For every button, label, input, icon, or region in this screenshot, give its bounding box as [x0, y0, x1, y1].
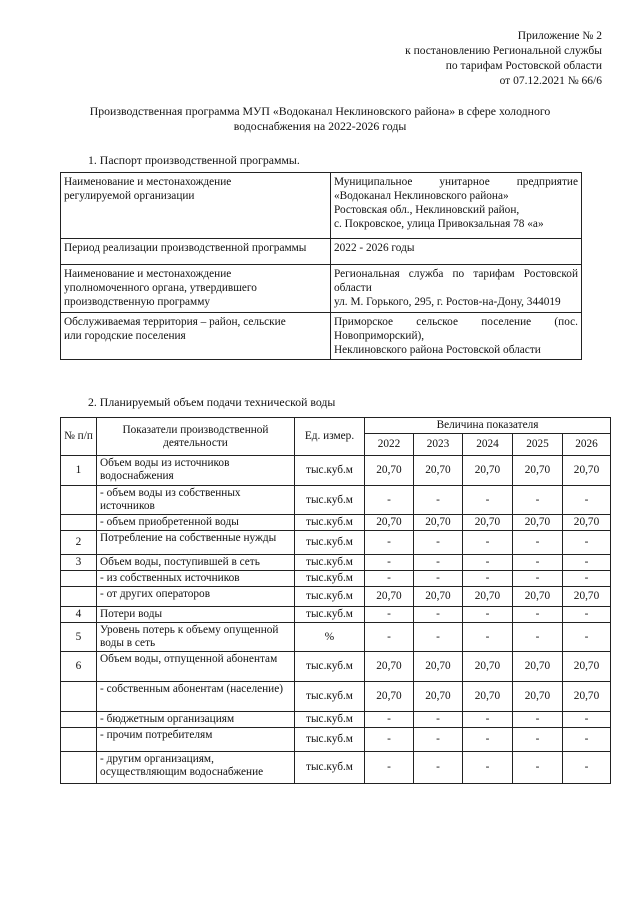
row-value: 20,70 [463, 515, 513, 531]
row-value: - [365, 486, 414, 515]
table-row [61, 712, 611, 728]
row-num [61, 515, 97, 531]
row-indicator: Потребление на собственные нужды [97, 531, 295, 555]
row-value: - [513, 555, 563, 571]
table-row [61, 555, 611, 571]
passport-row [61, 239, 582, 265]
row-value: - [513, 728, 563, 752]
row-unit: тыс.куб.м [295, 728, 365, 752]
row-num: 2 [61, 531, 97, 555]
row-value: 20,70 [563, 456, 611, 486]
row-value: - [463, 531, 513, 555]
row-unit: тыс.куб.м [295, 555, 365, 571]
row-indicator: Объем воды, отпущенной абонентам [97, 652, 295, 682]
passport-label-line: Наименование и местонахождение [64, 176, 232, 188]
passport-table [60, 172, 582, 360]
row-value: 20,70 [563, 515, 611, 531]
row-num: 1 [61, 456, 97, 486]
row-value: - [563, 728, 611, 752]
row-indicator: Уровень потерь к объему опущенной воды в сеть [97, 623, 295, 652]
row-value: - [365, 531, 414, 555]
row-value: 20,70 [414, 652, 463, 682]
row-value: - [513, 531, 563, 555]
title-line: Производственная программа МУП «Водоканал Неклиновского района» в сфере холодного [89, 104, 551, 118]
row-unit: тыс.куб.м [295, 752, 365, 784]
row-value: 20,70 [513, 515, 563, 531]
passport-value-line: 2022 - 2026 годы [334, 242, 415, 254]
row-indicator: - собственным абонентам (население) [97, 682, 295, 712]
table-row [61, 486, 611, 515]
passport-value-cell [331, 313, 582, 360]
row-value: - [463, 571, 513, 587]
volume-table-body [61, 456, 611, 784]
row-value: - [414, 623, 463, 652]
row-value: 20,70 [513, 587, 563, 607]
table-row [61, 456, 611, 486]
appendix-line: Приложение № 2 [517, 30, 602, 42]
header-year: 2025 [513, 434, 563, 456]
passport-label-line: производственную программу [64, 296, 210, 308]
row-num [61, 752, 97, 784]
passport-value-line: Ростовская обл., Неклиновский район, [334, 204, 520, 216]
row-value: - [365, 623, 414, 652]
table-row [61, 682, 611, 712]
passport-value-line: Муниципальное унитарное предприятие [334, 176, 578, 188]
row-value: 20,70 [463, 456, 513, 486]
row-value: 20,70 [365, 587, 414, 607]
row-value: 20,70 [365, 682, 414, 712]
row-value: 20,70 [365, 515, 414, 531]
row-value: - [463, 623, 513, 652]
passport-value-line: ул. М. Горького, 295, г. Ростов-на-Дону, 344019 [334, 296, 561, 308]
passport-label-line: уполномоченного органа, утвердившего [64, 282, 257, 294]
section-heading-volume: 2. Планируемый объем подачи технической воды [88, 395, 336, 409]
row-num [61, 571, 97, 587]
row-value: - [513, 752, 563, 784]
row-value: - [414, 728, 463, 752]
table-row [61, 752, 611, 784]
row-indicator: Объем воды, поступившей в сеть [97, 555, 295, 571]
passport-value-cell [331, 239, 582, 265]
row-value: 20,70 [513, 652, 563, 682]
row-num [61, 486, 97, 515]
header-unit: Ед. измер. [295, 418, 365, 456]
row-value: 20,70 [365, 456, 414, 486]
row-value: - [463, 752, 513, 784]
row-indicator: - бюджетным организациям [97, 712, 295, 728]
passport-table-body [61, 173, 582, 360]
passport-value-cell [331, 173, 582, 239]
passport-label-cell [61, 239, 331, 265]
row-value: - [563, 752, 611, 784]
header-year: 2023 [414, 434, 463, 456]
row-value: - [513, 571, 563, 587]
row-value: 20,70 [414, 456, 463, 486]
row-unit: тыс.куб.м [295, 712, 365, 728]
row-indicator: - другим организациям, осуществляющим водоснабжение [97, 752, 295, 784]
passport-value-line: Новоприморский), [334, 330, 425, 342]
row-unit: тыс.куб.м [295, 486, 365, 515]
row-unit: тыс.куб.м [295, 515, 365, 531]
table-row [61, 623, 611, 652]
passport-value-line: Региональная служба по тарифам Ростовской [334, 268, 578, 280]
passport-value-line: Приморское сельское поселение (пос. [334, 316, 578, 328]
header-indicator: Показатели производственной деятельности [97, 418, 295, 456]
row-unit: тыс.куб.м [295, 682, 365, 712]
passport-label-line: регулируемой организации [64, 190, 195, 202]
row-value: - [414, 555, 463, 571]
appendix-header [405, 29, 602, 89]
row-value: - [463, 555, 513, 571]
row-value: - [365, 728, 414, 752]
appendix-line: к постановлению Региональной службы [405, 45, 602, 57]
row-indicator: - объем воды из собственных источников [97, 486, 295, 515]
row-unit: тыс.куб.м [295, 607, 365, 623]
row-value: 20,70 [414, 515, 463, 531]
passport-row [61, 265, 582, 313]
passport-value-line: с. Покровское, улица Привокзальная 78 «а» [334, 218, 544, 230]
passport-value-line: «Водоканал Неклиновского района» [334, 190, 509, 202]
row-unit: тыс.куб.м [295, 531, 365, 555]
passport-row [61, 173, 582, 239]
row-indicator: - прочим потребителям [97, 728, 295, 752]
passport-label-line: или городские поселения [64, 330, 186, 342]
passport-label-line: Период реализации производственной программы [64, 242, 307, 254]
row-indicator: Потери воды [97, 607, 295, 623]
row-value: 20,70 [563, 652, 611, 682]
table-row [61, 728, 611, 752]
row-value: - [414, 531, 463, 555]
section-heading-passport: 1. Паспорт производственной программы. [88, 153, 300, 167]
row-value: - [365, 555, 414, 571]
row-value: 20,70 [463, 587, 513, 607]
row-indicator: - от других операторов [97, 587, 295, 607]
row-value: - [563, 571, 611, 587]
row-unit: тыс.куб.м [295, 571, 365, 587]
row-value: - [365, 607, 414, 623]
row-value: 20,70 [414, 587, 463, 607]
row-value: - [414, 712, 463, 728]
row-num: 4 [61, 607, 97, 623]
passport-label-line: Обслуживаемая территория – район, сельские [64, 316, 286, 328]
row-num [61, 712, 97, 728]
passport-label-cell [61, 265, 331, 313]
table-row [61, 531, 611, 555]
row-value: 20,70 [463, 682, 513, 712]
volume-table [60, 417, 611, 784]
table-row [61, 652, 611, 682]
row-indicator: - из собственных источников [97, 571, 295, 587]
row-value: 20,70 [463, 652, 513, 682]
row-unit: тыс.куб.м [295, 652, 365, 682]
header-year: 2026 [563, 434, 611, 456]
header-values: Величина показателя [365, 418, 611, 434]
row-value: - [563, 486, 611, 515]
row-num [61, 587, 97, 607]
row-indicator: Объем воды из источников водоснабжения [97, 456, 295, 486]
row-value: - [414, 486, 463, 515]
row-value: - [513, 607, 563, 623]
row-value: 20,70 [414, 682, 463, 712]
row-value: 20,70 [563, 587, 611, 607]
row-value: 20,70 [513, 682, 563, 712]
passport-label-cell [61, 313, 331, 360]
row-value: - [563, 623, 611, 652]
row-indicator: - объем приобретенной воды [97, 515, 295, 531]
passport-label-cell [61, 173, 331, 239]
row-value: - [414, 607, 463, 623]
row-value: - [463, 486, 513, 515]
table-row [61, 515, 611, 531]
row-value: - [414, 752, 463, 784]
row-value: 20,70 [365, 652, 414, 682]
row-value: - [365, 571, 414, 587]
passport-value-line: области [334, 282, 372, 294]
row-value: - [463, 607, 513, 623]
table-row [61, 571, 611, 587]
row-value: - [365, 752, 414, 784]
row-value: - [563, 607, 611, 623]
row-value: - [463, 712, 513, 728]
appendix-line: по тарифам Ростовской области [445, 60, 602, 72]
passport-row [61, 313, 582, 360]
row-value: - [513, 623, 563, 652]
row-value: - [365, 712, 414, 728]
row-unit: тыс.куб.м [295, 456, 365, 486]
row-value: - [463, 728, 513, 752]
row-num: 3 [61, 555, 97, 571]
row-unit: тыс.куб.м [295, 587, 365, 607]
row-value: 20,70 [513, 456, 563, 486]
header-year: 2024 [463, 434, 513, 456]
row-value: - [513, 486, 563, 515]
appendix-line: от 07.12.2021 № 66/6 [499, 75, 602, 87]
row-num: 6 [61, 652, 97, 682]
row-value: 20,70 [563, 682, 611, 712]
row-unit: % [295, 623, 365, 652]
row-num [61, 728, 97, 752]
row-value: - [513, 712, 563, 728]
passport-value-cell [331, 265, 582, 313]
row-value: - [563, 531, 611, 555]
row-num [61, 682, 97, 712]
row-value: - [563, 712, 611, 728]
passport-value-line: Неклиновского района Ростовской области [334, 344, 541, 356]
title-line: водоснабжения на 2022-2026 годы [233, 119, 407, 133]
header-year: 2022 [365, 434, 414, 456]
table-row [61, 607, 611, 623]
document-title [40, 104, 600, 134]
table-row [61, 587, 611, 607]
passport-label-line: Наименование и местонахождение [64, 268, 232, 280]
header-num: № п/п [61, 418, 97, 456]
row-num: 5 [61, 623, 97, 652]
row-value: - [563, 555, 611, 571]
row-value: - [414, 571, 463, 587]
